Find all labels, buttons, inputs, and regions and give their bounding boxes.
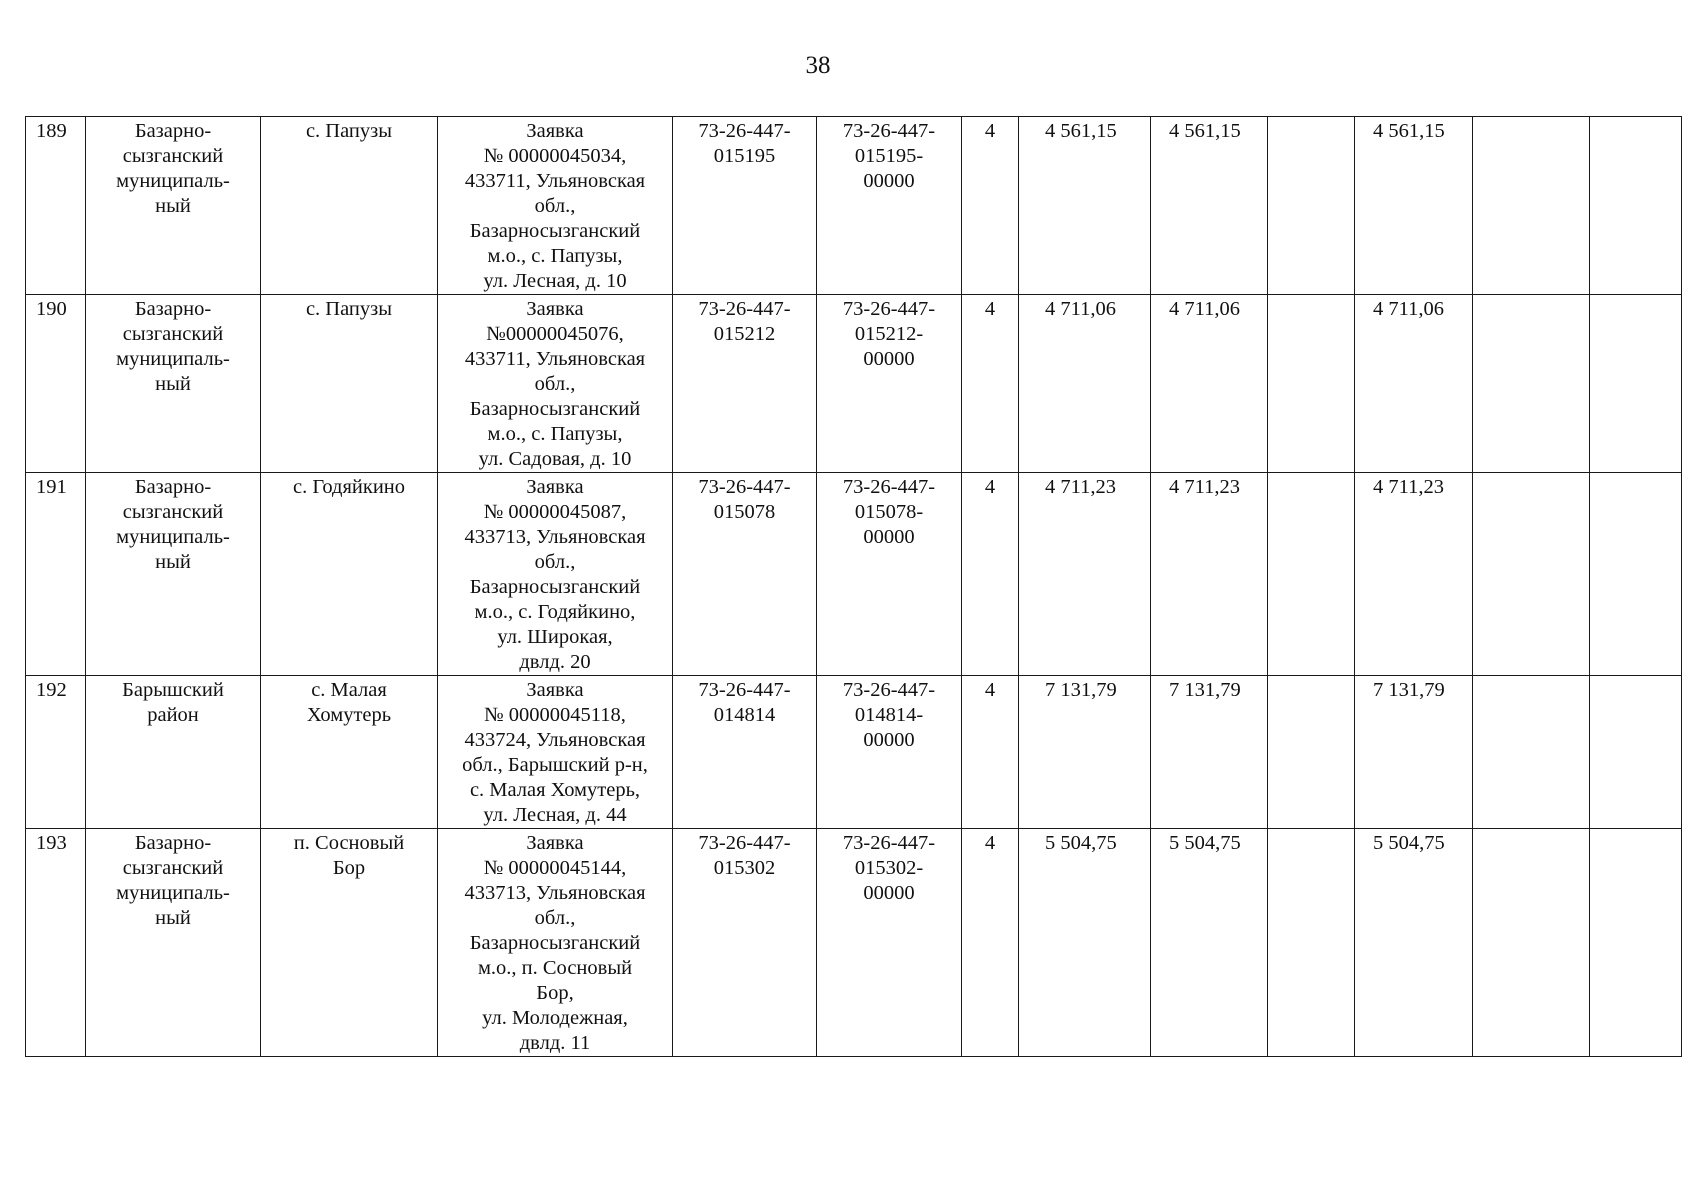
extra-2-cell <box>1590 117 1682 295</box>
application-line: м.о., с. Папузы, <box>487 245 623 267</box>
account-code-line: 00000 <box>863 170 915 192</box>
application-line: ул. Молодежная, <box>482 1007 628 1029</box>
account-code-line: 73-26-447- <box>842 679 936 701</box>
table-row <box>26 117 1682 295</box>
amount-d-cell: 4 711,06 <box>1355 295 1473 473</box>
account-code-line: 00000 <box>863 882 915 904</box>
district-line: сызганский <box>122 501 224 523</box>
application-line: м.о., с. Годяйкино, <box>474 601 636 623</box>
amount-b-cell: 4 711,06 <box>1151 295 1268 473</box>
row-number-cell: 189 <box>26 117 86 295</box>
extra-1-cell <box>1473 473 1590 676</box>
account-code-cell <box>817 829 962 1057</box>
district-cell <box>86 829 261 1057</box>
district-line: муниципаль- <box>116 170 230 192</box>
amount-d-cell: 5 504,75 <box>1355 829 1473 1057</box>
application-line: ул. Лесная, д. 10 <box>483 270 627 292</box>
registry-table <box>25 116 1682 1057</box>
application-line: обл., <box>534 373 576 395</box>
account-code-line: 73-26-447- <box>842 476 936 498</box>
application-cell <box>438 829 673 1057</box>
district-line: район <box>147 704 199 726</box>
district-cell <box>86 473 261 676</box>
district-line: муниципаль- <box>116 526 230 548</box>
district-line: ный <box>155 907 191 929</box>
account-code-line: 00000 <box>863 348 915 370</box>
application-cell <box>438 295 673 473</box>
amount-c-cell <box>1268 473 1355 676</box>
account-code-line: 015078- <box>854 501 924 523</box>
application-line: 433711, Ульяновская <box>464 348 646 370</box>
extra-2-cell <box>1590 676 1682 829</box>
account-code-line: 014814- <box>854 704 924 726</box>
amount-b-cell: 4 561,15 <box>1151 117 1268 295</box>
application-line: Базарносызганский <box>469 220 641 242</box>
application-line: Заявка <box>526 476 584 498</box>
object-code-line: 73-26-447- <box>698 120 791 142</box>
object-code-cell <box>673 473 817 676</box>
application-line: Заявка <box>526 298 584 320</box>
settlement-cell <box>261 117 438 295</box>
table-row <box>26 676 1682 829</box>
quantity-cell: 4 <box>962 829 1019 1057</box>
district-line: Базарно- <box>134 120 212 142</box>
settlement-line: п. Сосновый <box>293 832 405 854</box>
district-line: муниципаль- <box>116 348 230 370</box>
amount-b-cell: 4 711,23 <box>1151 473 1268 676</box>
application-line: обл., <box>534 551 576 573</box>
extra-1-cell <box>1473 117 1590 295</box>
account-code-line: 73-26-447- <box>842 120 936 142</box>
settlement-line: с. Годяйкино <box>292 476 406 498</box>
quantity-cell: 4 <box>962 117 1019 295</box>
account-code-cell <box>817 295 962 473</box>
district-line: Базарно- <box>134 298 212 320</box>
extra-1-cell <box>1473 676 1590 829</box>
object-code-cell <box>673 676 817 829</box>
application-line: Бор, <box>536 982 574 1004</box>
application-line: обл., Барышский р-н, <box>462 754 648 776</box>
extra-2-cell <box>1590 829 1682 1057</box>
district-line: муниципаль- <box>116 882 230 904</box>
table-row <box>26 473 1682 676</box>
application-line: 433713, Ульяновская <box>464 882 646 904</box>
district-line: ный <box>155 551 191 573</box>
settlement-line: Бор <box>332 857 366 879</box>
application-line: № 00000045118, <box>484 704 626 726</box>
account-code-line: 015212- <box>854 323 924 345</box>
application-line: обл., <box>534 907 576 929</box>
district-cell <box>86 676 261 829</box>
application-line: м.о., п. Сосновый <box>477 957 633 979</box>
application-line: Заявка <box>526 832 584 854</box>
table-row <box>26 295 1682 473</box>
district-line: сызганский <box>122 145 224 167</box>
account-code-line: 015195- <box>854 145 924 167</box>
object-code-line: 73-26-447- <box>698 476 791 498</box>
application-line: Базарносызганский <box>469 932 641 954</box>
amount-a-cell: 7 131,79 <box>1019 676 1151 829</box>
application-line: обл., <box>534 195 576 217</box>
object-code-line: 73-26-447- <box>698 298 791 320</box>
row-number-cell: 193 <box>26 829 86 1057</box>
settlement-line: Хомутерь <box>306 704 392 726</box>
amount-c-cell <box>1268 676 1355 829</box>
application-cell <box>438 676 673 829</box>
object-code-cell <box>673 295 817 473</box>
district-line: ный <box>155 195 191 217</box>
district-line: Барышский <box>122 679 224 701</box>
account-code-line: 73-26-447- <box>842 832 936 854</box>
amount-a-cell: 4 561,15 <box>1019 117 1151 295</box>
account-code-cell <box>817 117 962 295</box>
application-line: ул. Садовая, д. 10 <box>478 448 632 470</box>
settlement-cell <box>261 676 438 829</box>
extra-1-cell <box>1473 295 1590 473</box>
settlement-cell <box>261 295 438 473</box>
object-code-line: 015078 <box>713 501 776 523</box>
district-cell <box>86 295 261 473</box>
object-code-line: 73-26-447- <box>698 679 791 701</box>
account-code-line: 015302- <box>854 857 924 879</box>
account-code-line: 00000 <box>863 729 915 751</box>
table-row <box>26 829 1682 1057</box>
amount-b-cell: 7 131,79 <box>1151 676 1268 829</box>
quantity-cell: 4 <box>962 295 1019 473</box>
application-line: № 00000045087, <box>483 501 627 523</box>
application-line: № 00000045034, <box>483 145 627 167</box>
object-code-line: 015195 <box>713 145 776 167</box>
quantity-cell: 4 <box>962 676 1019 829</box>
page-number: 38 <box>805 52 831 79</box>
object-code-line: 73-26-447- <box>698 832 791 854</box>
application-line: двлд. 20 <box>519 651 591 673</box>
application-line: Базарносызганский <box>469 576 641 598</box>
application-line: Базарносызганский <box>469 398 641 420</box>
amount-b-cell: 5 504,75 <box>1151 829 1268 1057</box>
amount-c-cell <box>1268 117 1355 295</box>
settlement-line: с. Папузы <box>305 298 393 320</box>
amount-c-cell <box>1268 829 1355 1057</box>
extra-1-cell <box>1473 829 1590 1057</box>
settlement-line: с. Малая <box>311 679 387 701</box>
amount-a-cell: 4 711,23 <box>1019 473 1151 676</box>
object-code-line: 014814 <box>713 704 776 726</box>
row-number-cell: 190 <box>26 295 86 473</box>
application-line: 433711, Ульяновская <box>464 170 646 192</box>
row-number-cell: 192 <box>26 676 86 829</box>
extra-2-cell <box>1590 295 1682 473</box>
district-line: Базарно- <box>134 832 212 854</box>
object-code-line: 015302 <box>713 857 776 879</box>
district-line: Базарно- <box>134 476 212 498</box>
district-line: сызганский <box>122 857 224 879</box>
extra-2-cell <box>1590 473 1682 676</box>
application-cell <box>438 473 673 676</box>
amount-a-cell: 4 711,06 <box>1019 295 1151 473</box>
district-line: сызганский <box>122 323 224 345</box>
application-line: Заявка <box>526 679 584 701</box>
application-line: м.о., с. Папузы, <box>487 423 623 445</box>
application-line: 433724, Ульяновская <box>464 729 646 751</box>
account-code-cell <box>817 676 962 829</box>
district-cell <box>86 117 261 295</box>
settlement-line: с. Папузы <box>305 120 393 142</box>
row-number-cell: 191 <box>26 473 86 676</box>
district-line: ный <box>155 373 191 395</box>
account-code-cell <box>817 473 962 676</box>
application-line: ул. Лесная, д. 44 <box>483 804 627 826</box>
amount-a-cell: 5 504,75 <box>1019 829 1151 1057</box>
application-line: с. Малая Хомутерь, <box>469 779 641 801</box>
settlement-cell <box>261 473 438 676</box>
amount-d-cell: 7 131,79 <box>1355 676 1473 829</box>
account-code-line: 00000 <box>863 526 915 548</box>
object-code-cell <box>673 829 817 1057</box>
amount-d-cell: 4 711,23 <box>1355 473 1473 676</box>
amount-c-cell <box>1268 295 1355 473</box>
account-code-line: 73-26-447- <box>842 298 936 320</box>
application-line: №00000045076, <box>486 323 624 345</box>
table-body <box>26 117 1682 1057</box>
amount-d-cell: 4 561,15 <box>1355 117 1473 295</box>
application-line: ул. Широкая, <box>497 626 613 648</box>
quantity-cell: 4 <box>962 473 1019 676</box>
settlement-cell <box>261 829 438 1057</box>
application-line: двлд. 11 <box>519 1032 591 1054</box>
application-line: 433713, Ульяновская <box>464 526 646 548</box>
object-code-cell <box>673 117 817 295</box>
application-line: № 00000045144, <box>483 857 627 879</box>
object-code-line: 015212 <box>713 323 776 345</box>
application-line: Заявка <box>526 120 584 142</box>
application-cell <box>438 117 673 295</box>
